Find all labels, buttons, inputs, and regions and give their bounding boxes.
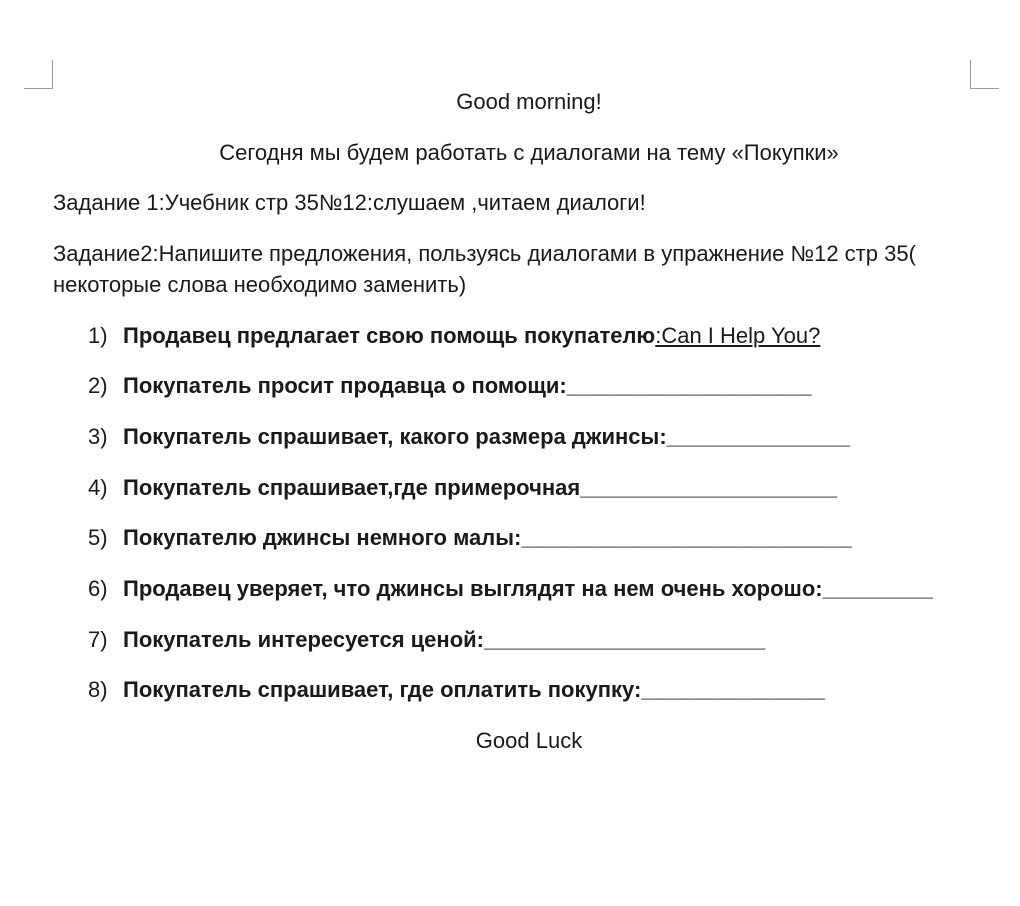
list-item [88, 320, 820, 351]
intro-line: Сегодня мы будем работать с диалогами на тему «Покупки» [219, 140, 839, 165]
item-text: Продавец предлагает свою помощь покупателю [123, 323, 656, 348]
list-item [88, 624, 765, 655]
list-item [88, 573, 933, 604]
list-item [88, 674, 825, 705]
item-text: Покупатель просит продавца о помощи:____________________ [123, 373, 812, 398]
item-number: 1) [88, 323, 108, 348]
item-number: 4) [88, 475, 108, 500]
item-answer: :Can I Help You? [655, 323, 821, 348]
greeting-line: Good morning! [456, 89, 602, 114]
list-item [88, 370, 811, 401]
margin-corner-top-right [970, 60, 999, 89]
closing-line: Good Luck [475, 728, 583, 753]
item-number: 7) [88, 627, 108, 652]
task-1-line: Задание 1:Учебник стр 35№12:слушаем ,читаем диалоги! [53, 190, 646, 215]
list-item [88, 421, 850, 452]
item-number: 3) [88, 424, 108, 449]
item-text: Покупатель интересуется ценой:_______________________ [123, 627, 766, 652]
item-text: Продавец уверяет, что джинсы выглядят на нем очень хорошо:_________ [123, 576, 933, 601]
task-2-paragraph: Задание2:Напишите предложения, пользуясь диалогами в упражнение №12 стр 35( некоторые слова необходимо заменить) [53, 241, 916, 297]
item-text: Покупателю джинсы немного малы:___________________________ [123, 525, 852, 550]
item-text: Покупатель спрашивает,где примерочная_____________________ [123, 475, 838, 500]
margin-corner-top-left [24, 60, 53, 89]
item-text: Покупатель спрашивает, где оплатить покупку:_______________ [123, 677, 825, 702]
list-item [88, 522, 852, 553]
item-number: 8) [88, 677, 108, 702]
item-number: 2) [88, 373, 108, 398]
item-number: 6) [88, 576, 108, 601]
item-number: 5) [88, 525, 108, 550]
list-item [88, 472, 837, 503]
item-text: Покупатель спрашивает, какого размера джинсы:_______________ [123, 424, 851, 449]
